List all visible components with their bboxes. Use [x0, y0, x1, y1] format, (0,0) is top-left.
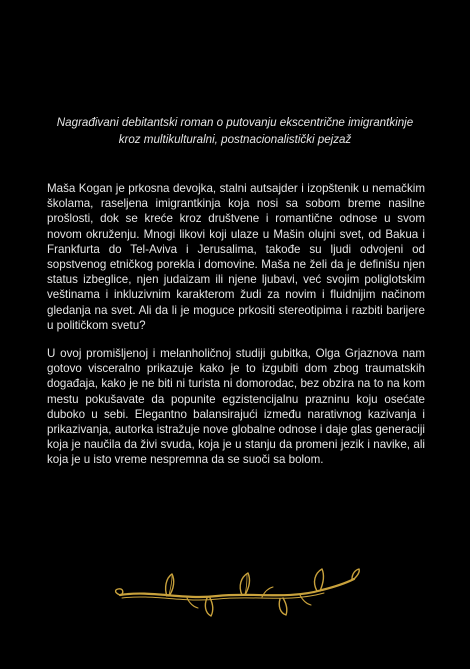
tagline	[30, 114, 440, 148]
branch-bud-2	[205, 598, 212, 616]
branch-bud-5	[315, 569, 324, 591]
branch-bud-4	[279, 598, 287, 615]
branch-bud-3	[240, 573, 249, 595]
branch-tip	[352, 569, 359, 579]
description-text	[47, 181, 425, 481]
description-paragraph-2: U ovoj promišljenoj i melanholičnoj studiji gubitka, Olga Grjaznova nam gotovo visceralno prikazuje kako je to izgubiti dom zbog traumatskih događaja, kako je ne biti ni turista ni domorodac, bez obzira na to na kom mestu pokušavate da popunite egzistencijalnu prazninu koju osećate duboko u sebi. Elegantno balansirajući između narativnog kazivanja i prikazivanja, autorka istražuje nove globalne odnose i daje glas generaciji koja je naučila da živi svuda, koja je u stanju da promeni jezik i navike, ali koja je u isto vreme nespremna da se suoči sa bolom.	[47, 347, 425, 467]
tagline-line-2: kroz multikulturalni, postnacionalistički pejzaž	[118, 133, 352, 146]
description-paragraph-1: Maša Kogan je prkosna devojka, stalni autsajder i izopštenik u nemačkim školama, raseljena imigrantkinja koja nosi sa sobom breme nasilne prošlosti, dok se kreće kroz društvene i romantične odnose u svom novom okruženju. Mnogi likovi koji ulaze u Mašin olujni svet, od Bakua i Frankfurta do Tel-Aviva i Jerusalima, takođe su ljudi odvojeni od sopstvenog etničkog porekla i domovine. Maša ne želi da je definišu njen status izbeglice, njen judaizam ili njene ljubavi, već svojim poliglotskim veštinama i inkluzivnim karakterom žudi za novim i fluidnijim načinom gledanja na svet. Ali da li je moguce prkositi stereotipima i razbiti barijere u političkom svetu?	[47, 182, 425, 332]
tagline-line-1: Nagrađivani debitantski roman o putovanju ekscentrične imigrantkinje	[56, 116, 414, 129]
golden-branch-icon	[112, 560, 362, 630]
